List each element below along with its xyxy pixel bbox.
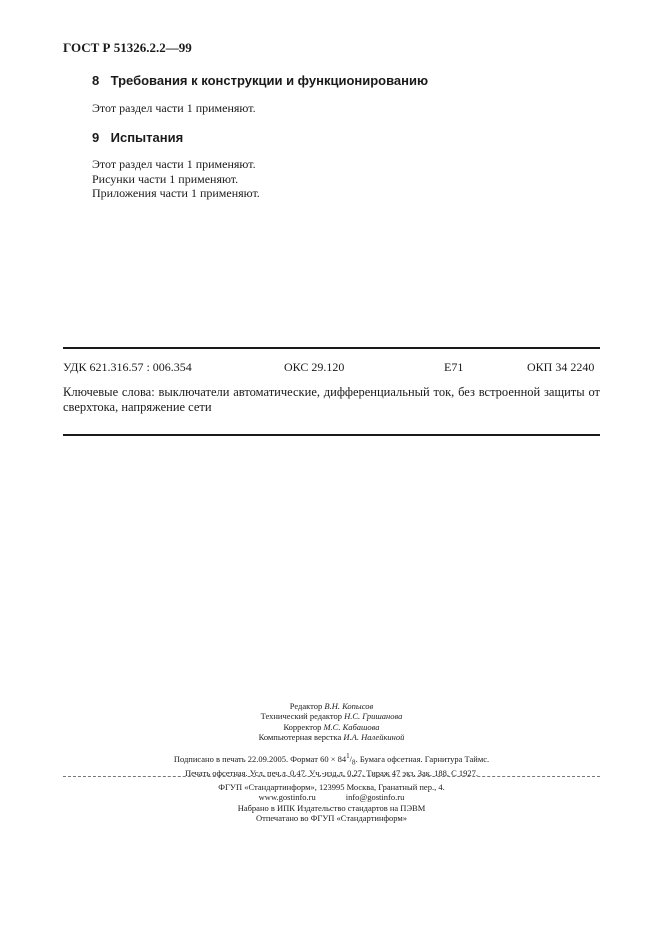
section-9-number: 9 [92, 130, 100, 145]
section-8-number: 8 [92, 73, 100, 88]
publisher-block [63, 782, 600, 823]
credit-person: Н.С. Гришанова [344, 711, 403, 722]
publisher-address: ФГУП «Стандартинформ», 123995 Москва, Гранатный пер., 4. [218, 782, 445, 792]
publisher-contacts [63, 792, 600, 802]
credit-person: М.С. Кабашова [323, 721, 380, 732]
dashed-divider [63, 776, 600, 777]
section-8-heading [92, 73, 428, 88]
credit-person: И.А. Налейкиной [343, 731, 405, 742]
divider-top [63, 347, 600, 349]
print-info-line-2: Печать офсетная. Усл. печ.л. 0,47. Уч.-изд.л. 0,27. Тираж 47 экз. Зак. 188. С 1927. [184, 767, 479, 778]
print-paper: . Бумага офсетная. Гарнитура Таймс. [355, 753, 490, 764]
section-8-body [92, 101, 256, 116]
keywords: Ключевые слова: выключатели автоматические, дифференциальный ток, без встроенной защиты от сверхтока, напряжение сети [63, 385, 600, 414]
credit-role: Технический редактор [260, 711, 342, 722]
okp-code: ОКП 34 2240 [527, 360, 595, 374]
credit-editor [63, 701, 600, 711]
document-code: ГОСТ Р 51326.2.2—99 [63, 40, 192, 55]
group-code: Е71 [444, 360, 464, 374]
section-9-body [92, 157, 260, 201]
credit-person: В.Н. Копысов [324, 701, 374, 711]
print-info-line-1: Подписано в печать 22.09.2005. Формат $60 \times 84^1/_8$. Бумага офсетная. Гарнитура Таймс. [173, 752, 490, 767]
credit-tech-editor [63, 711, 600, 721]
publisher-typeset: Набрано в ИПК Издательство стандартов на ПЭВМ [237, 802, 426, 813]
format-denominator: 8 [352, 758, 356, 767]
credit-role: Компьютерная верстка [258, 731, 342, 742]
section-9-title: Испытания [110, 130, 184, 145]
section-9-line: Этот раздел части 1 применяют. [92, 157, 256, 171]
publisher-printed: Отпечатано во ФГУП «Стандартинформ» [255, 812, 408, 823]
credit-proofreader [63, 722, 600, 732]
credit-layout [63, 732, 600, 742]
section-8-line: Этот раздел части 1 применяют. [92, 101, 256, 115]
section-9-line: Рисунки части 1 применяют. [92, 171, 239, 186]
section-9-line: Приложения части 1 применяют. [92, 186, 260, 200]
section-8-title: Требования к конструкции и функционированию [110, 73, 429, 88]
oks-code: ОКС 29.120 [284, 360, 345, 374]
publisher-website-link[interactable]: www.gostinfo.ru [258, 792, 316, 803]
credit-role: Редактор [289, 701, 323, 711]
credit-role: Корректор [283, 721, 322, 732]
format-numerator: 1 [346, 752, 350, 760]
section-9-heading [92, 130, 183, 145]
print-info [63, 751, 600, 778]
credits-block [63, 701, 600, 742]
divider-bottom [63, 434, 600, 436]
print-format: Подписано в печать 22.09.2005. Формат 60 × 84 [173, 753, 347, 764]
udk-code: УДК 621.316.57 : 006.354 [63, 360, 192, 374]
publisher-email-link[interactable]: info@gostinfo.ru [345, 792, 405, 803]
